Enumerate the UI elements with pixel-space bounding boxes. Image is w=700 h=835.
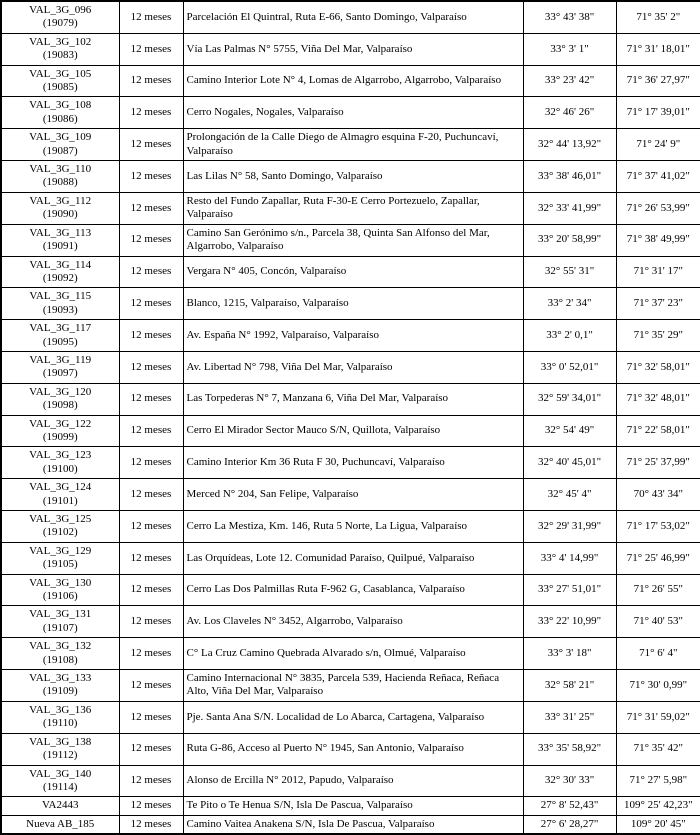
table-row: [1, 33, 700, 65]
longitude-cell: 71° 35' 29": [616, 320, 700, 352]
station-id-cell: [1, 415, 119, 447]
station-id: VAL_3G_115: [29, 290, 92, 303]
station-id-cell: [1, 479, 119, 511]
table-row: [1, 670, 700, 702]
latitude-cell: 33° 43' 38": [523, 1, 616, 33]
latitude-cell: 32° 58' 21": [523, 670, 616, 702]
address-cell: Prolongación de la Calle Diego de Almagro esquina F-20, Puchuncaví, Valparaíso: [183, 129, 523, 161]
address-cell: Resto del Fundo Zapallar, Ruta F-30-E Cerro Portezuelo, Zapallar, Valparaíso: [183, 192, 523, 224]
duration-cell: 12 meses: [119, 733, 183, 765]
address-cell: Blanco, 1215, Valparaíso, Valparaíso: [183, 288, 523, 320]
duration-cell: 12 meses: [119, 256, 183, 288]
station-id: Nueva AB_185: [26, 817, 95, 830]
longitude-cell: 71° 22' 58,01": [616, 415, 700, 447]
table-row: [1, 288, 700, 320]
longitude-cell: 71° 31' 18,01": [616, 33, 700, 65]
latitude-cell: 33° 27' 51,01": [523, 574, 616, 606]
table-row: [1, 192, 700, 224]
station-id-cell: [1, 65, 119, 97]
station-id-cell: [1, 351, 119, 383]
longitude-cell: 71° 6' 4": [616, 638, 700, 670]
station-code: (19085): [42, 81, 78, 94]
station-code: (19095): [42, 335, 78, 348]
table-row: [1, 256, 700, 288]
station-id: VAL_3G_112: [29, 194, 92, 207]
table-row: [1, 351, 700, 383]
station-id-cell: [1, 701, 119, 733]
station-id-cell: [1, 192, 119, 224]
duration-cell: 12 meses: [119, 574, 183, 606]
latitude-cell: 32° 55' 31": [523, 256, 616, 288]
station-code: (19105): [42, 558, 78, 571]
address-cell: Te Pito o Te Henua S/N, Isla De Pascua, Valparaíso: [183, 797, 523, 815]
station-code: (19099): [42, 430, 78, 443]
station-code: (19092): [42, 271, 78, 284]
address-cell: Ruta G-86, Acceso al Puerto N° 1945, San Antonio, Valparaíso: [183, 733, 523, 765]
latitude-cell: 33° 38' 46,01": [523, 161, 616, 193]
latitude-cell: 33° 4' 14,99": [523, 542, 616, 574]
address-cell: Pje. Santa Ana S/N. Localidad de Lo Abarca, Cartagena, Valparaíso: [183, 701, 523, 733]
longitude-cell: 71° 40' 53": [616, 606, 700, 638]
longitude-cell: 71° 25' 37,99": [616, 447, 700, 479]
address-cell: Merced N° 204, San Felipe, Valparaíso: [183, 479, 523, 511]
duration-cell: 12 meses: [119, 479, 183, 511]
station-code: (19100): [42, 462, 78, 475]
station-id-cell: [1, 320, 119, 352]
duration-cell: 12 meses: [119, 1, 183, 33]
station-code: (19086): [42, 112, 78, 125]
longitude-cell: 71° 35' 2": [616, 1, 700, 33]
latitude-cell: 33° 23' 42": [523, 65, 616, 97]
station-id: VAL_3G_105: [29, 67, 92, 80]
table-row: [1, 638, 700, 670]
duration-cell: 12 meses: [119, 383, 183, 415]
longitude-cell: 71° 38' 49,99": [616, 224, 700, 256]
table-row: [1, 479, 700, 511]
duration-cell: 12 meses: [119, 192, 183, 224]
latitude-cell: 33° 2' 34": [523, 288, 616, 320]
station-code: (19088): [42, 176, 78, 189]
station-id-cell: [1, 606, 119, 638]
station-id-cell: [1, 161, 119, 193]
station-code: (19079): [42, 17, 78, 30]
station-id: VAL_3G_113: [29, 226, 92, 239]
address-cell: Camino San Gerónimo s/n., Parcela 38, Quinta San Alfonso del Mar, Algarrobo, Valparaíso: [183, 224, 523, 256]
station-id-cell: [1, 1, 119, 33]
station-code: (19098): [42, 399, 78, 412]
table-row: [1, 765, 700, 797]
station-id: VAL_3G_122: [29, 417, 92, 430]
address-cell: Cerro Las Dos Palmillas Ruta F-962 G, Casablanca, Valparaíso: [183, 574, 523, 606]
station-id: VAL_3G_123: [29, 449, 92, 462]
table-row: [1, 797, 700, 815]
station-id: VAL_3G_138: [29, 735, 92, 748]
duration-cell: 12 meses: [119, 797, 183, 815]
duration-cell: 12 meses: [119, 97, 183, 129]
duration-cell: 12 meses: [119, 511, 183, 543]
station-id-cell: [1, 256, 119, 288]
address-cell: Camino Interior Lote N° 4, Lomas de Algarrobo, Algarrobo, Valparaíso: [183, 65, 523, 97]
latitude-cell: 27° 8' 52,43": [523, 797, 616, 815]
longitude-cell: 71° 32' 48,01": [616, 383, 700, 415]
station-id-cell: [1, 33, 119, 65]
latitude-cell: 32° 33' 41,99": [523, 192, 616, 224]
longitude-cell: 70° 43' 34": [616, 479, 700, 511]
duration-cell: 12 meses: [119, 447, 183, 479]
station-id: VAL_3G_129: [29, 544, 92, 557]
station-id-cell: [1, 797, 119, 815]
station-id-cell: [1, 765, 119, 797]
station-id-cell: [1, 288, 119, 320]
station-id: VAL_3G_114: [29, 258, 92, 271]
table-row: [1, 129, 700, 161]
address-cell: Cerro La Mestiza, Km. 146, Ruta 5 Norte, La Ligua, Valparaíso: [183, 511, 523, 543]
latitude-cell: 33° 20' 58,99": [523, 224, 616, 256]
table-row: [1, 1, 700, 33]
station-code: (19114): [43, 780, 78, 793]
table-row: [1, 65, 700, 97]
longitude-cell: 71° 17' 39,01": [616, 97, 700, 129]
duration-cell: 12 meses: [119, 701, 183, 733]
duration-cell: 12 meses: [119, 65, 183, 97]
station-id: VAL_3G_130: [29, 576, 92, 589]
station-code: (19110): [43, 717, 78, 730]
station-id-cell: [1, 542, 119, 574]
duration-cell: 12 meses: [119, 542, 183, 574]
address-cell: Parcelación El Quintral, Ruta E-66, Santo Domingo, Valparaíso: [183, 1, 523, 33]
station-code: (19107): [42, 621, 78, 634]
station-id: VAL_3G_110: [29, 163, 92, 176]
duration-cell: 12 meses: [119, 288, 183, 320]
address-cell: Vía Las Palmas N° 5755, Viña Del Mar, Valparaíso: [183, 33, 523, 65]
address-cell: Las Orquídeas, Lote 12. Comunidad Paraíso, Quilpué, Valparaíso: [183, 542, 523, 574]
table-row: [1, 542, 700, 574]
station-id-cell: [1, 638, 119, 670]
latitude-cell: 33° 22' 10,99": [523, 606, 616, 638]
station-code: (19093): [42, 303, 78, 316]
longitude-cell: 71° 32' 58,01": [616, 351, 700, 383]
station-id-cell: [1, 815, 119, 834]
latitude-cell: 32° 44' 13,92": [523, 129, 616, 161]
table-row: [1, 383, 700, 415]
address-cell: Av. España N° 1992, Valparaíso, Valparaíso: [183, 320, 523, 352]
station-code: (19097): [42, 367, 78, 380]
longitude-cell: 71° 24' 9": [616, 129, 700, 161]
duration-cell: 12 meses: [119, 415, 183, 447]
latitude-cell: 32° 40' 45,01": [523, 447, 616, 479]
longitude-cell: 71° 26' 55": [616, 574, 700, 606]
latitude-cell: 33° 35' 58,92": [523, 733, 616, 765]
address-cell: Cerro Nogales, Nogales, Valparaíso: [183, 97, 523, 129]
longitude-cell: 71° 31' 17": [616, 256, 700, 288]
duration-cell: 12 meses: [119, 638, 183, 670]
latitude-cell: 33° 0' 52,01": [523, 351, 616, 383]
address-cell: Las Lilas N° 58, Santo Domingo, Valparaíso: [183, 161, 523, 193]
station-id: VAL_3G_133: [29, 672, 92, 685]
duration-cell: 12 meses: [119, 33, 183, 65]
longitude-cell: 71° 17' 53,02": [616, 511, 700, 543]
station-code: (19106): [42, 590, 78, 603]
longitude-cell: 71° 37' 41,02": [616, 161, 700, 193]
latitude-cell: 32° 59' 34,01": [523, 383, 616, 415]
latitude-cell: 33° 3' 1": [523, 33, 616, 65]
longitude-cell: 109° 20' 45": [616, 815, 700, 834]
station-id-cell: [1, 511, 119, 543]
station-id: VAL_3G_102: [29, 35, 92, 48]
duration-cell: 12 meses: [119, 351, 183, 383]
station-code: (19102): [42, 526, 78, 539]
station-id-cell: [1, 670, 119, 702]
address-cell: Av. Libertad N° 798, Viña Del Mar, Valparaíso: [183, 351, 523, 383]
table-row: [1, 447, 700, 479]
station-code: (19112): [43, 749, 78, 762]
longitude-cell: 71° 26' 53,99": [616, 192, 700, 224]
station-code: (19090): [42, 208, 78, 221]
duration-cell: 12 meses: [119, 606, 183, 638]
table-body: [1, 1, 700, 834]
station-id: VAL_3G_096: [29, 4, 92, 16]
table-row: [1, 606, 700, 638]
longitude-cell: 71° 30' 0,99": [616, 670, 700, 702]
longitude-cell: 109° 25' 42,23": [616, 797, 700, 815]
address-cell: Camino Vaitea Anakena S/N, Isla De Pascua, Valparaíso: [183, 815, 523, 834]
station-id: VAL_3G_132: [29, 640, 92, 653]
station-code: (19101): [42, 494, 78, 507]
station-code: (19083): [42, 49, 78, 62]
station-code: (19087): [42, 144, 78, 157]
table-row: [1, 733, 700, 765]
longitude-cell: 71° 35' 42": [616, 733, 700, 765]
address-cell: Camino Interior Km 36 Ruta F 30, Puchuncaví, Valparaíso: [183, 447, 523, 479]
table-row: [1, 574, 700, 606]
longitude-cell: 71° 31' 59,02": [616, 701, 700, 733]
station-id-cell: [1, 129, 119, 161]
station-code: (19109): [42, 685, 78, 698]
latitude-cell: 32° 30' 33": [523, 765, 616, 797]
duration-cell: 12 meses: [119, 815, 183, 834]
address-cell: Cerro El Mirador Sector Mauco S/N, Quillota, Valparaíso: [183, 415, 523, 447]
latitude-cell: 32° 29' 31,99": [523, 511, 616, 543]
duration-cell: 12 meses: [119, 161, 183, 193]
station-id-cell: [1, 224, 119, 256]
latitude-cell: 32° 45' 4": [523, 479, 616, 511]
address-cell: Camino Internacional N° 3835, Parcela 539, Hacienda Reñaca, Reñaca Alto, Viña Del Mar, Valparaíso: [183, 670, 523, 702]
station-id: VAL_3G_119: [29, 353, 92, 366]
station-id-cell: [1, 574, 119, 606]
address-cell: C° La Cruz Camino Quebrada Alvarado s/n, Olmué, Valparaíso: [183, 638, 523, 670]
address-cell: Alonso de Ercilla N° 2012, Papudo, Valparaíso: [183, 765, 523, 797]
station-id: VA2443: [42, 799, 79, 812]
latitude-cell: 33° 31' 25": [523, 701, 616, 733]
station-id-cell: [1, 447, 119, 479]
table-row: [1, 320, 700, 352]
latitude-cell: 27° 6' 28,27": [523, 815, 616, 834]
duration-cell: 12 meses: [119, 670, 183, 702]
station-id: VAL_3G_125: [29, 513, 92, 525]
table-row: [1, 815, 700, 834]
longitude-cell: 71° 25' 46,99": [616, 542, 700, 574]
longitude-cell: 71° 27' 5,98": [616, 765, 700, 797]
duration-cell: 12 meses: [119, 129, 183, 161]
longitude-cell: 71° 36' 27,97": [616, 65, 700, 97]
station-id-cell: [1, 97, 119, 129]
table-row: [1, 701, 700, 733]
station-id: VAL_3G_131: [29, 608, 92, 621]
station-code: (19091): [42, 240, 78, 253]
station-id: VAL_3G_140: [29, 767, 92, 780]
duration-cell: 12 meses: [119, 765, 183, 797]
latitude-cell: 33° 3' 18": [523, 638, 616, 670]
latitude-cell: 32° 46' 26": [523, 97, 616, 129]
table-row: [1, 415, 700, 447]
table-row: [1, 511, 700, 543]
address-cell: Las Torpederas N° 7, Manzana 6, Viña Del Mar, Valparaíso: [183, 383, 523, 415]
station-id-cell: [1, 383, 119, 415]
station-id: VAL_3G_108: [29, 99, 92, 112]
latitude-cell: 33° 2' 0,1": [523, 320, 616, 352]
table-row: [1, 97, 700, 129]
longitude-cell: 71° 37' 23": [616, 288, 700, 320]
latitude-cell: 32° 54' 49": [523, 415, 616, 447]
duration-cell: 12 meses: [119, 224, 183, 256]
station-id: VAL_3G_109: [29, 131, 92, 144]
duration-cell: 12 meses: [119, 320, 183, 352]
station-id: VAL_3G_120: [29, 385, 92, 398]
address-cell: Av. Los Claveles N° 3452, Algarrobo, Valparaíso: [183, 606, 523, 638]
station-id: VAL_3G_117: [29, 322, 92, 335]
address-cell: Vergara N° 405, Concón, Valparaíso: [183, 256, 523, 288]
station-code: (19108): [42, 653, 78, 666]
station-id-cell: [1, 733, 119, 765]
table-row: [1, 161, 700, 193]
station-id: VAL_3G_124: [29, 481, 92, 494]
station-id: VAL_3G_136: [29, 703, 92, 716]
table-row: [1, 224, 700, 256]
